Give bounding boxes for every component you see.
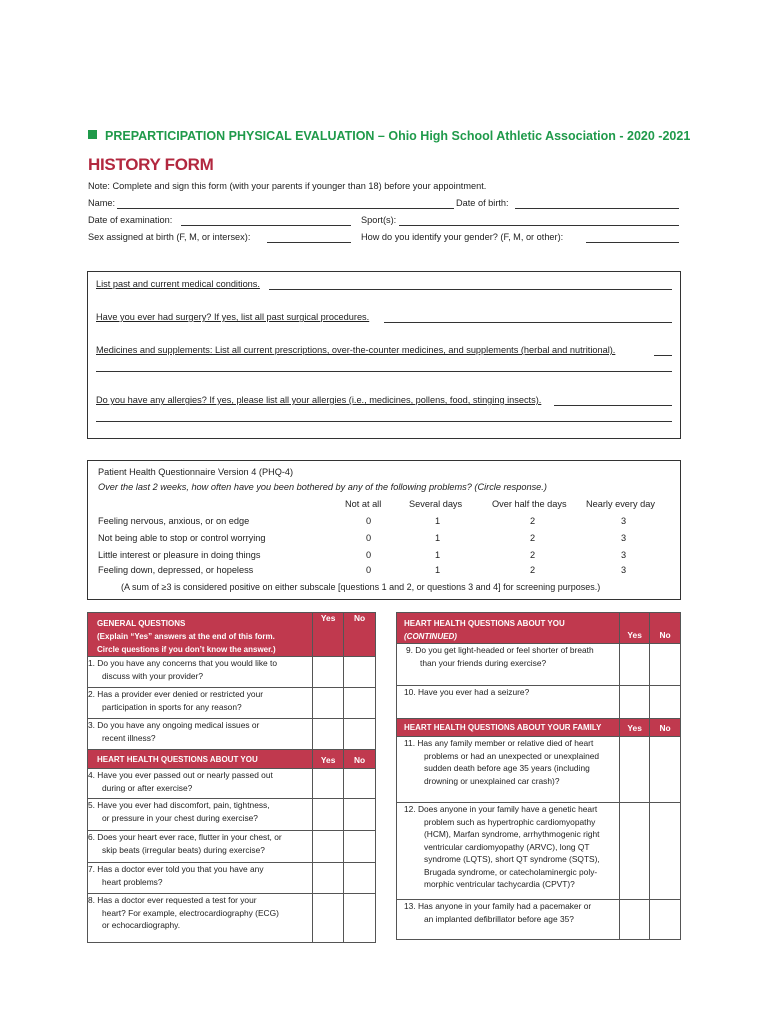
no-column-header: No <box>344 750 376 769</box>
question-1-yes[interactable] <box>313 657 344 688</box>
no-column-header: No <box>344 613 376 657</box>
heart-health-you-header: HEART HEALTH QUESTIONS ABOUT YOU <box>88 750 313 769</box>
green-square-icon <box>88 130 97 139</box>
form-note: Note: Complete and sign this form (with your parents if younger than 18) before your appointment. <box>88 181 487 191</box>
phq4-option[interactable]: 2 <box>530 550 536 560</box>
exam-date-field[interactable] <box>181 225 351 226</box>
question-3-yes[interactable] <box>313 719 344 750</box>
question-10-no[interactable] <box>650 686 681 719</box>
question-1: 1. Do you have any concerns that you would like to discuss with your provider? <box>88 657 313 688</box>
phq4-option[interactable]: 0 <box>366 565 372 575</box>
page-title: HISTORY FORM <box>88 155 214 174</box>
conditions-label: List past and current medical conditions. <box>96 279 260 289</box>
phq4-title: Patient Health Questionnaire Version 4 (PHQ-4) <box>98 467 294 477</box>
phq4-option[interactable]: 2 <box>530 565 536 575</box>
phq4-option[interactable]: 2 <box>530 516 536 526</box>
phq4-box <box>87 460 681 600</box>
phq4-col-not-at-all: Not at all <box>345 499 382 509</box>
phq4-option[interactable]: 0 <box>366 516 372 526</box>
question-11: 11. Has any family member or relative died of heart problems or had an unexpected or unexplained sudden death before age 35 years (including drowning or unexplained car crash)? <box>397 737 620 803</box>
yes-column-header: Yes <box>620 613 650 644</box>
question-8-no[interactable] <box>344 894 376 943</box>
question-1-no[interactable] <box>344 657 376 688</box>
question-12: 12. Does anyone in your family have a genetic heart problem such as hypertrophic cardiomyopathy (HCM), Marfan syndrome, arrhythmogenic right ventricular cardiomyopathy (ARVC), long QT syndrome (LQTS), short QT syndrome (SQTS), Brugada syndrome, or catecholaminergic poly- morphic ventricular tachycardia (CPVT)? <box>397 803 620 900</box>
question-7: 7. Has a doctor ever told you that you have any heart problems? <box>88 863 313 894</box>
question-12-yes[interactable] <box>620 803 650 900</box>
surgery-label: Have you ever had surgery? If yes, list all past surgical procedures. <box>96 312 370 322</box>
phq4-option[interactable]: 1 <box>435 533 441 543</box>
phq4-col-nearly-every-day: Nearly every day <box>586 499 655 509</box>
question-6-no[interactable] <box>344 831 376 863</box>
phq4-option[interactable]: 3 <box>621 516 627 526</box>
gender-field[interactable] <box>586 242 679 243</box>
allergies-field-line-2[interactable] <box>96 421 672 422</box>
question-3-no[interactable] <box>344 719 376 750</box>
general-questions-header: GENERAL QUESTIONS (Explain “Yes” answers at the end of this form. Circle questions if you don’t know the answer.) <box>88 613 313 657</box>
question-2: 2. Has a provider ever denied or restricted your participation in sports for any reason? <box>88 688 313 719</box>
question-8-yes[interactable] <box>313 894 344 943</box>
name-label: Name: <box>88 198 116 208</box>
phq4-option[interactable]: 0 <box>366 550 372 560</box>
question-5-yes[interactable] <box>313 799 344 831</box>
sex-label: Sex assigned at birth (F, M, or intersex): <box>88 232 251 242</box>
phq4-prompt: Over the last 2 weeks, how often have you been bothered by any of the following problems? (Circle response.) <box>98 482 547 492</box>
question-9-no[interactable] <box>650 644 681 686</box>
gender-label: How do you identify your gender? (F, M, or other): <box>361 232 564 242</box>
question-4-no[interactable] <box>344 769 376 799</box>
question-8: 8. Has a doctor ever requested a test for your heart? For example, electrocardiography (ECG) or echocardiography. <box>88 894 313 943</box>
phq4-option[interactable]: 3 <box>621 565 627 575</box>
phq4-row-label: Little interest or pleasure in doing things <box>98 550 261 560</box>
question-5-no[interactable] <box>344 799 376 831</box>
no-column-header: No <box>650 613 681 644</box>
heart-health-family-header: HEART HEALTH QUESTIONS ABOUT YOUR FAMILY <box>397 719 620 737</box>
phq4-option[interactable]: 0 <box>366 533 372 543</box>
question-13-yes[interactable] <box>620 900 650 940</box>
question-11-yes[interactable] <box>620 737 650 803</box>
question-4: 4. Have you ever passed out or nearly passed out during or after exercise? <box>88 769 313 799</box>
question-6-yes[interactable] <box>313 831 344 863</box>
question-2-no[interactable] <box>344 688 376 719</box>
yes-column-header: Yes <box>313 613 344 657</box>
question-3: 3. Do you have any ongoing medical issues or recent illness? <box>88 719 313 750</box>
phq4-option[interactable]: 1 <box>435 516 441 526</box>
general-questions-table <box>87 612 376 943</box>
question-7-yes[interactable] <box>313 863 344 894</box>
conditions-field[interactable] <box>269 289 672 290</box>
name-field[interactable] <box>117 208 454 209</box>
sex-field[interactable] <box>267 242 351 243</box>
yes-column-header: Yes <box>620 719 650 737</box>
question-7-no[interactable] <box>344 863 376 894</box>
phq4-option[interactable]: 2 <box>530 533 536 543</box>
medicines-field-line-2[interactable] <box>96 371 672 372</box>
question-10: 10. Have you ever had a seizure? <box>397 686 620 719</box>
question-9: 9. Do you get light-headed or feel shorter of breath than your friends during exercise? <box>397 644 620 686</box>
phq4-row-label: Feeling nervous, anxious, or on edge <box>98 516 250 526</box>
medicines-label: Medicines and supplements: List all current prescriptions, over-the-counter medicines, and supplements (herbal and nutritional). <box>96 345 616 355</box>
form-header-text: PREPARTICIPATION PHYSICAL EVALUATION – Ohio High School Athletic Association - 2020 -2021 <box>105 129 691 143</box>
phq4-option[interactable]: 3 <box>621 533 627 543</box>
dob-field[interactable] <box>515 208 679 209</box>
question-11-no[interactable] <box>650 737 681 803</box>
phq4-footnote: (A sum of ≥3 is considered positive on either subscale [questions 1 and 2, or questions 3 and 4] for screening purposes.) <box>121 582 601 592</box>
yes-column-header: Yes <box>313 750 344 769</box>
heart-health-continued-header: HEART HEALTH QUESTIONS ABOUT YOU (CONTINUED) <box>397 613 620 644</box>
phq4-row-label: Not being able to stop or control worrying <box>98 533 266 543</box>
phq4-row-label: Feeling down, depressed, or hopeless <box>98 565 254 575</box>
question-12-no[interactable] <box>650 803 681 900</box>
question-10-yes[interactable] <box>620 686 650 719</box>
exam-date-label: Date of examination: <box>88 215 173 225</box>
no-column-header: No <box>650 719 681 737</box>
allergies-label: Do you have any allergies? If yes, please list all your allergies (i.e., medicines, pollens, food, stinging insects). <box>96 395 542 405</box>
question-13: 13. Has anyone in your family had a pacemaker or an implanted defibrillator before age 35? <box>397 900 620 940</box>
medicines-field[interactable] <box>654 355 672 356</box>
allergies-field[interactable] <box>554 405 672 406</box>
form-header <box>88 129 728 143</box>
medical-history-box <box>87 271 681 439</box>
question-4-yes[interactable] <box>313 769 344 799</box>
heart-health-table <box>396 612 681 940</box>
question-5: 5. Have you ever had discomfort, pain, tightness, or pressure in your chest during exercise? <box>88 799 313 831</box>
question-13-no[interactable] <box>650 900 681 940</box>
phq4-option[interactable]: 3 <box>621 550 627 560</box>
phq4-option[interactable]: 1 <box>435 550 441 560</box>
question-9-yes[interactable] <box>620 644 650 686</box>
phq4-col-several-days: Several days <box>409 499 463 509</box>
question-2-yes[interactable] <box>313 688 344 719</box>
surgery-field[interactable] <box>384 322 672 323</box>
phq4-col-over-half: Over half the days <box>492 499 567 509</box>
dob-label: Date of birth: <box>456 198 509 208</box>
sports-field[interactable] <box>399 225 679 226</box>
question-6: 6. Does your heart ever race, flutter in your chest, or skip beats (irregular beats) during exercise? <box>88 831 313 863</box>
phq4-option[interactable]: 1 <box>435 565 441 575</box>
sports-label: Sport(s): <box>361 215 397 225</box>
